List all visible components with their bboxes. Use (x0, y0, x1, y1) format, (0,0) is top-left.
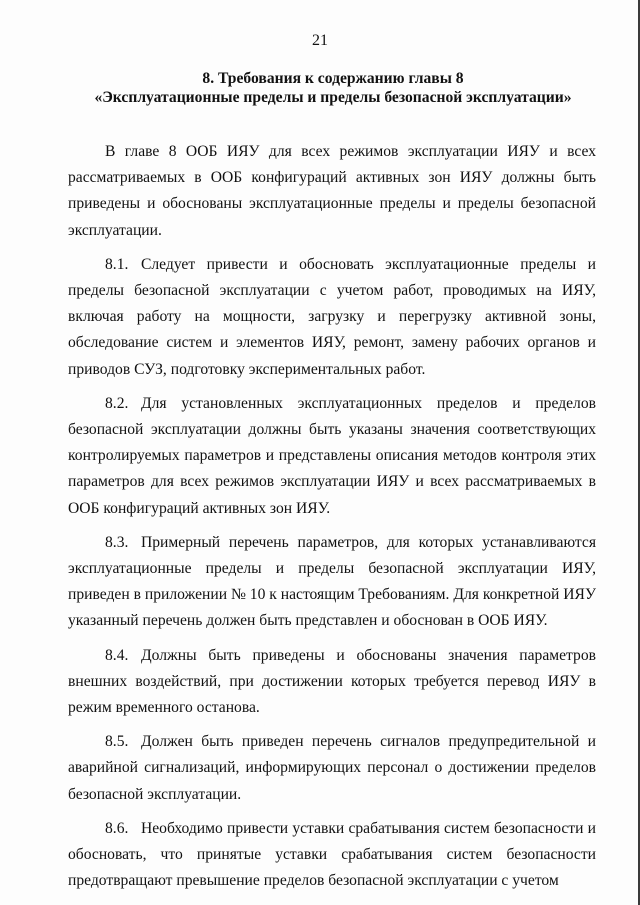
body-text (68, 139, 596, 894)
paragraph-number: 8.5. (105, 733, 129, 751)
section-heading-line-2: «Эксплуатационные пределы и пределы безопасной эксплуатации» (94, 89, 572, 106)
paragraph-8-3 (68, 530, 596, 635)
paragraph-text: Следует привести и обосновать эксплуатационные пределы и пределы безопасной эксплуатации с учетом работ, проводимых на ИЯУ, включая работу на мощности, загрузку и перегрузку активной зоны, обследование систем и элементов ИЯУ, ремонт, замену рабочих органов и приводов СУЗ, подготовку экспериментальных работ. (68, 255, 596, 378)
paragraph-8-6 (68, 816, 596, 895)
paragraph-text: Необходимо привести уставки срабатывания систем безопасности и обосновать, что принятые уставки срабатывания систем безопасности предотвращают превышение пределов безопасной эксплуатации с учетом (68, 819, 596, 890)
paragraph-text: Должны быть приведены и обоснованы значения параметров внешних воздействий, при достижении которых требуется перевод ИЯУ в режим временного останова. (68, 646, 596, 717)
paragraph-number: 8.2. (105, 394, 129, 412)
paragraph-text: Для установленных эксплуатационных пределов и пределов безопасной эксплуатации должны быть указаны значения соответствующих контролируемых параметров и представлены описания методов контроля этих параметров для всех режимов эксплуатации ИЯУ и всех рассматриваемых в ООБ конфигураций активных зон ИЯУ. (68, 394, 596, 517)
paragraph-number: 8.6. (105, 819, 129, 837)
paragraph-number: 8.1. (105, 255, 129, 273)
paragraph-text: Примерный перечень параметров, для которых устанавливаются эксплуатационные пределы и пределы безопасной эксплуатации ИЯУ, приведен в приложении № 10 к настоящим Требованиям. Для конкретной ИЯУ указанный перечень должен быть представлен и обоснован в ООБ ИЯУ. (68, 533, 596, 630)
paragraph-8-4 (68, 643, 596, 722)
paragraph-number: 8.4. (105, 646, 129, 664)
paragraph-text: Должен быть приведен перечень сигналов предупредительной и аварийной сигнализаций, информирующих персонал о достижении пределов безопасной эксплуатации. (68, 733, 596, 803)
paragraph-8-5 (68, 729, 596, 808)
paragraph-8-2 (68, 391, 596, 522)
page-number: 21 (312, 32, 328, 49)
intro-paragraph: В главе 8 ООБ ИЯУ для всех режимов эксплуатации ИЯУ и всех рассматриваемых в ООБ конфигураций активных зон ИЯУ должны быть приведены и обоснованы эксплуатационные пределы и пределы безопасной эксплуатации. (68, 143, 596, 239)
section-heading-line-1: 8. Требования к содержанию главы 8 (202, 70, 464, 87)
paragraph-number: 8.3. (105, 533, 129, 551)
section-heading (68, 69, 598, 107)
paragraph-8-1 (68, 252, 596, 383)
